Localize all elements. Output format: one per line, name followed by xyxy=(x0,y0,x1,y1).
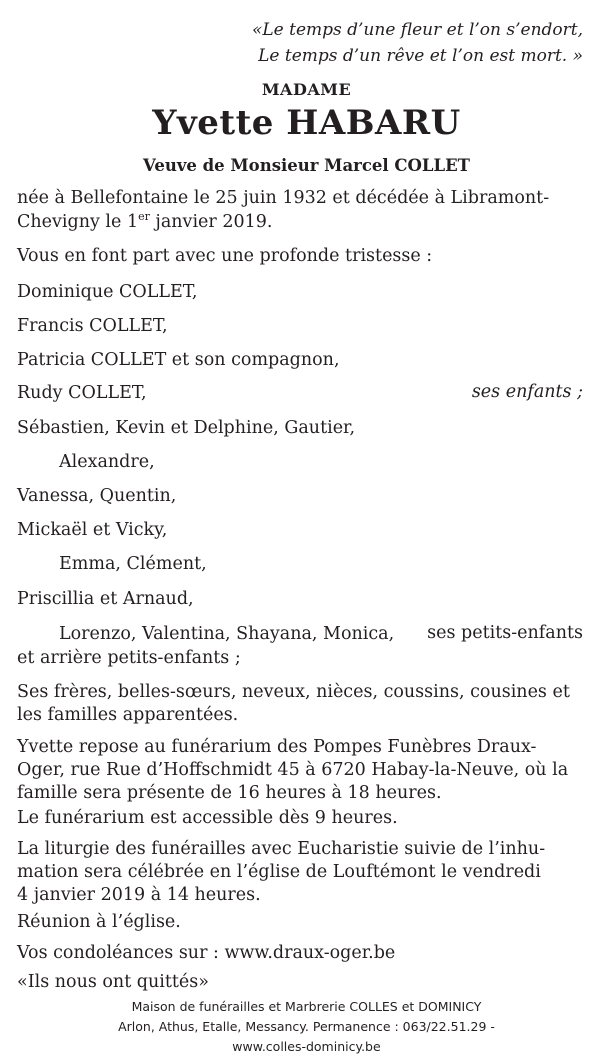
funerarium-access: Le funérarium est accessible dès 9 heures. xyxy=(17,808,398,828)
condolences-line: Vos condoléances sur : www.draux-oger.be xyxy=(17,943,396,963)
grandchildren-role-continuation: et arrière petits-enfants ; xyxy=(17,648,241,668)
viewing-line-3: famille sera présente de 16 heures à 18 heures. xyxy=(17,783,442,803)
footer-locations: Arlon, Athus, Etalle, Messancy. Permanence : 063/22.51.29 - xyxy=(118,1019,495,1034)
birth-death-line-1: née à Bellefontaine le 25 juin 1932 et décédée à Libramont- xyxy=(17,188,550,208)
widow-line: Veuve de Monsieur Marcel COLLET xyxy=(143,156,470,175)
footer-company: Maison de funérailles et Marbrerie COLLES et DOMINICY xyxy=(131,999,482,1014)
epigraph-line-2: Le temps d’un rêve et l’on est mort. » xyxy=(258,46,583,66)
child-name: Dominique COLLET, xyxy=(17,282,198,302)
grandchildren-role: ses petits-enfants xyxy=(427,623,583,643)
great-grandchildren-line: Lorenzo, Valentina, Shayana, Monica, xyxy=(59,624,395,644)
grandchildren-line: Vanessa, Quentin, xyxy=(17,486,177,506)
children-role: ses enfants ; xyxy=(471,382,583,402)
closing-quote: «Ils nous ont quittés» xyxy=(17,972,209,992)
meeting-note: Réunion à l’église. xyxy=(17,912,181,932)
child-name: Francis COLLET, xyxy=(17,316,168,336)
relatives-line-1: Ses frères, belles-sœurs, neveux, nièces, coussins, cousines et xyxy=(17,682,570,702)
title-madame: MADAME xyxy=(261,80,352,99)
deceased-name: Yvette HABARU xyxy=(152,103,461,143)
child-name: Rudy COLLET, xyxy=(17,383,147,403)
grandchildren-line: Mickaël et Vicky, xyxy=(17,520,168,540)
birth-death-line-2: Chevigny le 1er janvier 2019. xyxy=(17,210,273,232)
grandchildren-line: Sébastien, Kevin et Delphine, Gautier, xyxy=(17,418,356,438)
announcement: Vous en font part avec une profonde tristesse : xyxy=(17,246,433,266)
great-grandchildren-line: Emma, Clément, xyxy=(59,554,207,574)
viewing-line-2: Oger, rue Rue d’Hoffschmidt 45 à 6720 Habay-la-Neuve, où la xyxy=(17,760,569,780)
footer-website: www.colles-dominicy.be xyxy=(232,1039,381,1054)
viewing-line-1: Yvette repose au funérarium des Pompes Funèbres Draux- xyxy=(17,737,537,757)
epigraph-line-1: «Le temps d’une fleur et l’on s’endort, xyxy=(251,20,583,40)
grandchildren-line: Priscillia et Arnaud, xyxy=(17,589,194,609)
liturgy-line-2: mation sera célébrée en l’église de Louftémont le vendredi xyxy=(17,862,541,882)
child-name: Patricia COLLET et son compagnon, xyxy=(17,350,340,370)
liturgy-line-1: La liturgie des funérailles avec Eucharistie suivie de l’inhu- xyxy=(17,839,546,859)
relatives-line-2: les familles apparentées. xyxy=(17,705,239,725)
liturgy-line-3: 4 janvier 2019 à 14 heures. xyxy=(17,885,261,905)
great-grandchildren-line: Alexandre, xyxy=(59,452,155,472)
